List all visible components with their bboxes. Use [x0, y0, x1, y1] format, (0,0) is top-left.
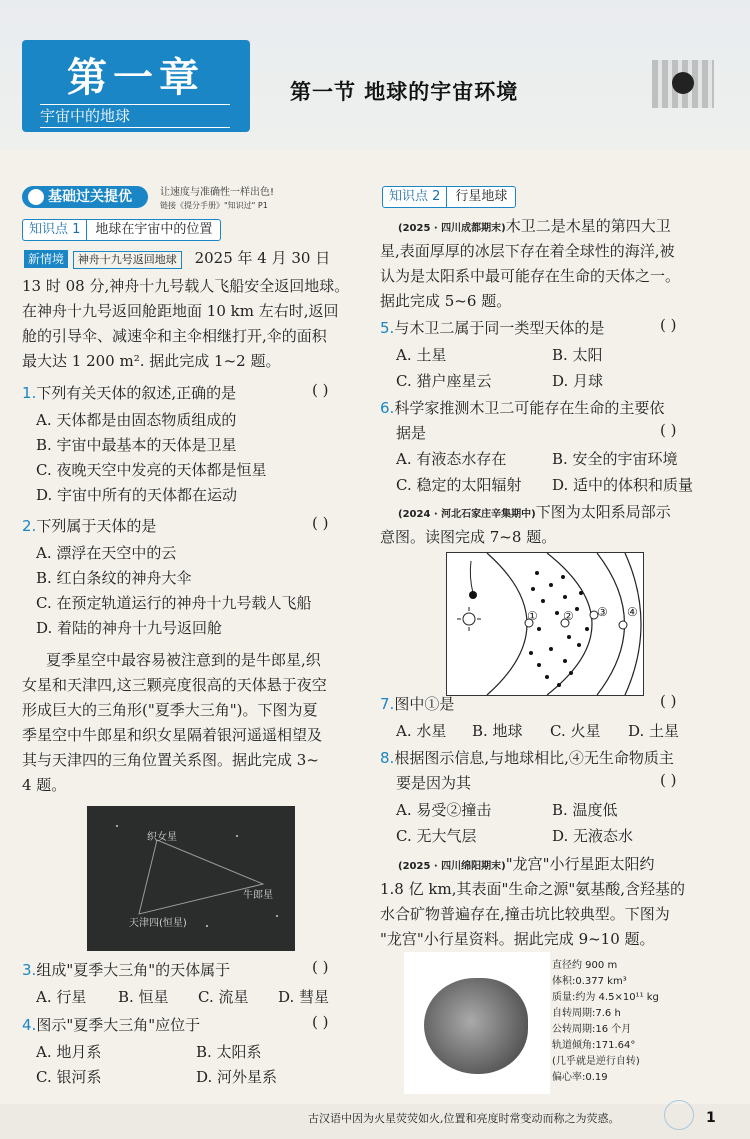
chapter-title: 第一章 — [67, 55, 205, 101]
question-3 — [22, 958, 230, 982]
q7-option-c[interactable]: C. 火星 — [550, 722, 601, 740]
q8-stem: 根据图示信息,与地球相比,④无生命物质主 — [394, 749, 674, 767]
asteroid-eccentricity: 偏心率:0.19 — [552, 1072, 608, 1083]
q1-answer-blank[interactable]: ( ) — [312, 381, 329, 399]
question-8 — [380, 746, 674, 770]
passage5-source: (2025 · 四川绵阳期末) — [398, 861, 506, 872]
page-number: 1 — [706, 1110, 716, 1126]
summer-triangle-photo — [87, 806, 295, 951]
ryugu-asteroid — [424, 978, 528, 1074]
new-situation — [24, 246, 330, 270]
passage2-line3: 季星空中牛郎星和织女星隔着银河遥遥相望及 — [22, 726, 323, 744]
banner-note — [160, 186, 274, 212]
q2-option-d[interactable]: D. 着陆的神舟十九号返回舱 — [36, 619, 223, 637]
new-situation-subject: 神舟十九号返回地球 — [73, 251, 182, 269]
q2-num: 2. — [22, 517, 37, 535]
kp1-tag: 知识点 1 — [23, 220, 87, 240]
chapter-box — [22, 40, 250, 132]
passage1-line1: 13 时 08 分,神舟十九号载人飞船安全返回地球。 — [22, 277, 350, 295]
passage1-line2: 在神舟十九号返回舱距地面 10 km 左右时,返回 — [22, 302, 339, 320]
triangle-lines — [87, 806, 295, 951]
q1-option-c[interactable]: C. 夜晚天空中发亮的天体都是恒星 — [36, 461, 267, 479]
passage1-line4: 最大达 1 200 m². 据此完成 1~2 题。 — [22, 352, 281, 370]
page-ornament-icon — [664, 1100, 694, 1130]
q5-option-a[interactable]: A. 土星 — [396, 346, 447, 364]
q3-stem: 组成"夏季大三角"的天体属于 — [36, 961, 231, 979]
q1-option-d[interactable]: D. 宇宙中所有的天体都在运动 — [36, 486, 238, 504]
passage3-line0 — [398, 214, 671, 241]
q3-num: 3. — [22, 961, 37, 979]
question-2 — [22, 514, 156, 538]
passage3-line2: 认为是太阳系中最可能存在生命的天体之一。 — [380, 267, 681, 285]
q3-option-a[interactable]: A. 行星 — [36, 988, 87, 1006]
q4-stem: 图示"夏季大三角"应位于 — [36, 1016, 201, 1034]
q6-option-d[interactable]: D. 适中的体积和质量 — [552, 476, 694, 494]
asteroid-retrograde-note: (几乎就是逆行自转) — [552, 1056, 640, 1067]
q8-stem-cont: 要是因为其 — [396, 774, 472, 792]
kp2-name: 行星地球 — [455, 189, 508, 204]
q4-answer-blank[interactable]: ( ) — [312, 1013, 329, 1031]
new-situation-tag: 新情境 — [24, 250, 68, 268]
q1-stem: 下列有关天体的叙述,正确的是 — [36, 384, 237, 402]
q7-answer-blank[interactable]: ( ) — [660, 692, 677, 710]
chapter-subtitle: 宇宙中的地球 — [40, 104, 230, 128]
passage2-line1: 女星和天津四,这三颗亮度很高的天体悬于夜空 — [22, 676, 327, 694]
q5-answer-blank[interactable]: ( ) — [660, 316, 677, 334]
passage3-line3: 据此完成 5~6 题。 — [380, 292, 512, 310]
q4-option-c[interactable]: C. 银河系 — [36, 1068, 102, 1086]
q2-option-c[interactable]: C. 在预定轨道运行的神舟十九号载人飞船 — [36, 594, 312, 612]
q5-option-d[interactable]: D. 月球 — [552, 372, 604, 390]
q7-option-a[interactable]: A. 水星 — [396, 722, 447, 740]
passage2-line5: 4 题。 — [22, 776, 67, 794]
footer-note: 古汉语中因为火星荧荧如火,位置和亮度时常变动而称之为荧惑。 — [308, 1112, 620, 1125]
q8-option-d[interactable]: D. 无液态水 — [552, 827, 634, 845]
q4-option-b[interactable]: B. 太阳系 — [196, 1043, 262, 1061]
question-4 — [22, 1013, 200, 1037]
passage4-line0 — [398, 500, 671, 527]
q8-answer-blank[interactable]: ( ) — [660, 771, 677, 789]
q6-option-a[interactable]: A. 有液态水存在 — [396, 450, 507, 468]
asteroid-mass: 质量:约为 4.5×10¹¹ kg — [552, 992, 659, 1003]
q3-option-c[interactable]: C. 流星 — [198, 988, 249, 1006]
passage1-line3: 舱的引导伞、减速伞和主伞相继打开,伞的面积 — [22, 327, 327, 345]
q5-option-b[interactable]: B. 太阳 — [552, 346, 603, 364]
kp1-name: 地球在宇宙中的位置 — [95, 222, 213, 237]
q6-answer-blank[interactable]: ( ) — [660, 421, 677, 439]
q7-num: 7. — [380, 695, 395, 713]
passage4-line1: 意图。读图完成 7~8 题。 — [380, 528, 557, 546]
passage5-line3: "龙宫"小行星资料。据此完成 9~10 题。 — [380, 930, 655, 948]
solar-system-diagram — [446, 552, 644, 696]
question-1 — [22, 381, 236, 405]
q1-num: 1. — [22, 384, 37, 402]
question-5 — [380, 316, 604, 340]
q5-num: 5. — [380, 319, 395, 337]
diagram-label-2: ② — [563, 609, 574, 623]
banner-note-line1: 让速度与准确性一样出色! — [160, 187, 275, 198]
asteroid-diameter: 直径约 900 m — [552, 960, 618, 971]
asteroid-info — [552, 958, 659, 1086]
q3-option-b[interactable]: B. 恒星 — [118, 988, 169, 1006]
sun-icon — [457, 607, 481, 631]
passage5-line1: 1.8 亿 km,其表面"生命之源"氨基酸,含羟基的 — [380, 880, 686, 898]
asteroid-rotation: 自转周期:7.6 h — [552, 1008, 621, 1019]
diagram-label-4: ④ — [627, 605, 638, 619]
q2-stem: 下列属于天体的是 — [36, 517, 157, 535]
q7-stem: 图中①是 — [394, 695, 455, 713]
q4-option-a[interactable]: A. 地月系 — [36, 1043, 102, 1061]
knowledge-point-2 — [382, 186, 516, 208]
passage1-line0: 2025 年 4 月 30 日 — [194, 249, 331, 267]
target-icon — [28, 189, 44, 205]
q4-option-d[interactable]: D. 河外星系 — [196, 1068, 278, 1086]
deneb-label: 天津四(恒星) — [129, 918, 187, 929]
banner-note-line2: 链接《提分手册》"知识过" P1 — [160, 201, 268, 210]
diagram-label-3: ③ — [597, 605, 608, 619]
section-title: 第一节 地球的宇宙环境 — [290, 80, 519, 104]
passage3-line1: 星,表面厚厚的冰层下存在着全球性的海洋,被 — [380, 242, 675, 260]
qr-center-icon — [672, 72, 694, 94]
q8-option-b[interactable]: B. 温度低 — [552, 801, 618, 819]
q5-stem: 与木卫二属于同一类型天体的是 — [394, 319, 605, 337]
passage4-source: (2024 · 河北石家庄辛集期中) — [398, 509, 536, 520]
q6-option-b[interactable]: B. 安全的宇宙环境 — [552, 450, 678, 468]
orbit-drawing — [447, 553, 643, 695]
vega-label: 织女星 — [147, 832, 177, 843]
passage5-line2: 水合矿物普遍存在,撞击坑比较典型。下图为 — [380, 905, 670, 923]
passage2-line4: 其与天津四的三角位置关系图。据此完成 3~ — [22, 751, 319, 769]
passage3-source: (2025 · 四川成都期末) — [398, 223, 506, 234]
q6-option-c[interactable]: C. 稳定的太阳辐射 — [396, 476, 522, 494]
passage2-line2: 形成巨大的三角形("夏季大三角")。下图为夏 — [22, 701, 318, 719]
q8-num: 8. — [380, 749, 395, 767]
diagram-label-1: ① — [527, 609, 538, 623]
kp2-tag: 知识点 2 — [383, 187, 447, 207]
q7-option-b[interactable]: B. 地球 — [472, 722, 523, 740]
q6-num: 6. — [380, 399, 395, 417]
passage2-line0: 夏季星空中最容易被注意到的是牛郎星,织 — [46, 651, 321, 669]
asteroid-volume: 体积:0.377 km³ — [552, 976, 627, 987]
question-7 — [380, 692, 454, 716]
q2-option-b[interactable]: B. 红白条纹的神舟大伞 — [36, 569, 192, 587]
q8-option-a[interactable]: A. 易受②撞击 — [396, 801, 492, 819]
q2-option-a[interactable]: A. 漂浮在天空中的云 — [36, 544, 177, 562]
asteroid-inclination: 轨道倾角:171.64° — [552, 1040, 636, 1051]
passage4-text0: 下图为太阳系局部示 — [535, 503, 671, 521]
q3-option-d[interactable]: D. 彗星 — [278, 988, 330, 1006]
asteroid-revolution: 公转周期:16 个月 — [552, 1024, 632, 1035]
q1-option-b[interactable]: B. 宇宙中最基本的天体是卫星 — [36, 436, 237, 454]
q8-option-c[interactable]: C. 无大气层 — [396, 827, 477, 845]
asteroid-image — [404, 952, 550, 1094]
q1-option-a[interactable]: A. 天体都是由固态物质组成的 — [36, 411, 237, 429]
passage5-text0: "龙宫"小行星距太阳约 — [505, 855, 655, 873]
q5-option-c[interactable]: C. 猎户座星云 — [396, 372, 492, 390]
banner-label: 基础过关提优 — [48, 189, 132, 205]
q7-option-d[interactable]: D. 土星 — [628, 722, 680, 740]
q6-stem-cont: 据是 — [396, 424, 427, 442]
q2-answer-blank[interactable]: ( ) — [312, 514, 329, 532]
q3-answer-blank[interactable]: ( ) — [312, 958, 329, 976]
section-banner — [22, 186, 148, 208]
q6-stem: 科学家推测木卫二可能存在生命的主要依 — [394, 399, 665, 417]
altair-label: 牛郎星 — [243, 890, 273, 901]
question-6 — [380, 396, 664, 420]
passage3-text0: 木卫二是木星的第四大卫 — [505, 217, 671, 235]
knowledge-point-1 — [22, 219, 221, 241]
passage5-line0 — [398, 852, 655, 879]
q4-num: 4. — [22, 1016, 37, 1034]
